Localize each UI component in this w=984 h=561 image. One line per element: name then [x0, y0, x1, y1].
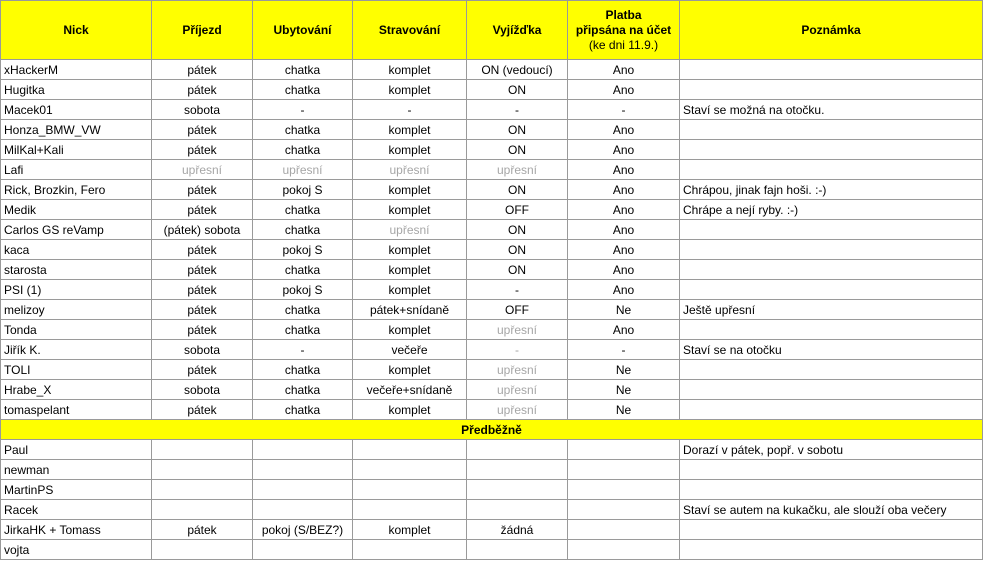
cell-note	[680, 60, 983, 80]
cell-arrival	[152, 460, 253, 480]
cell-payment	[568, 460, 680, 480]
cell-payment: Ano	[568, 140, 680, 160]
table-row	[1, 80, 983, 100]
cell-meals: komplet	[353, 280, 467, 300]
cell-ride: žádná	[467, 520, 568, 540]
cell-payment: Ne	[568, 380, 680, 400]
cell-ride: upřesní	[467, 360, 568, 380]
cell-ride: ON	[467, 80, 568, 100]
header-accommodation: Ubytování	[253, 1, 353, 60]
header-payment-line1: Platba	[605, 7, 642, 22]
table-row	[1, 140, 983, 160]
cell-meals: komplet	[353, 80, 467, 100]
cell-nick: vojta	[1, 540, 152, 560]
cell-accommodation: pokoj S	[253, 180, 353, 200]
cell-arrival: pátek	[152, 300, 253, 320]
cell-meals: večeře+snídaně	[353, 380, 467, 400]
cell-nick: Macek01	[1, 100, 152, 120]
table-row	[1, 260, 983, 280]
cell-accommodation: chatka	[253, 260, 353, 280]
header-row	[1, 1, 983, 60]
cell-ride: upřesní	[467, 160, 568, 180]
cell-ride	[467, 480, 568, 500]
cell-payment: Ano	[568, 260, 680, 280]
cell-ride: -	[467, 100, 568, 120]
cell-nick: JirkaHK + Tomass	[1, 520, 152, 540]
cell-meals: komplet	[353, 200, 467, 220]
cell-note	[680, 400, 983, 420]
cell-arrival: pátek	[152, 60, 253, 80]
header-arrival: Příjezd	[152, 1, 253, 60]
cell-payment: Ano	[568, 200, 680, 220]
cell-arrival: sobota	[152, 380, 253, 400]
cell-accommodation: pokoj S	[253, 280, 353, 300]
cell-ride: ON	[467, 240, 568, 260]
cell-accommodation: -	[253, 340, 353, 360]
cell-nick: Hrabe_X	[1, 380, 152, 400]
cell-arrival: pátek	[152, 520, 253, 540]
cell-note	[680, 120, 983, 140]
cell-arrival	[152, 540, 253, 560]
cell-note	[680, 80, 983, 100]
cell-note: Ještě upřesní	[680, 300, 983, 320]
cell-meals: pátek+snídaně	[353, 300, 467, 320]
cell-payment: Ano	[568, 320, 680, 340]
cell-nick: Tonda	[1, 320, 152, 340]
cell-accommodation: chatka	[253, 380, 353, 400]
cell-payment: -	[568, 340, 680, 360]
cell-meals	[353, 440, 467, 460]
cell-note	[680, 220, 983, 240]
cell-nick: starosta	[1, 260, 152, 280]
cell-meals: komplet	[353, 400, 467, 420]
cell-meals: komplet	[353, 140, 467, 160]
cell-nick: Medik	[1, 200, 152, 220]
table-row	[1, 160, 983, 180]
cell-meals: komplet	[353, 320, 467, 340]
header-payment-line2: připsána na účet	[575, 22, 672, 37]
cell-note	[680, 280, 983, 300]
cell-meals	[353, 500, 467, 520]
cell-meals	[353, 460, 467, 480]
table-row	[1, 540, 983, 560]
cell-meals: upřesní	[353, 160, 467, 180]
cell-accommodation: chatka	[253, 400, 353, 420]
cell-nick: Rick, Brozkin, Fero	[1, 180, 152, 200]
cell-nick: MilKal+Kali	[1, 140, 152, 160]
cell-nick: Paul	[1, 440, 152, 460]
cell-meals	[353, 480, 467, 500]
cell-ride: -	[467, 340, 568, 360]
cell-accommodation: chatka	[253, 80, 353, 100]
cell-nick: kaca	[1, 240, 152, 260]
cell-meals: -	[353, 100, 467, 120]
cell-arrival	[152, 500, 253, 520]
table-row	[1, 480, 983, 500]
cell-note: Chrápe a nejí ryby. :-)	[680, 200, 983, 220]
header-payment-line3: (ke dni 11.9.)	[588, 37, 659, 52]
cell-ride: ON	[467, 120, 568, 140]
cell-payment	[568, 540, 680, 560]
table-row	[1, 320, 983, 340]
cell-payment: Ano	[568, 240, 680, 260]
header-nick: Nick	[1, 1, 152, 60]
cell-arrival: pátek	[152, 280, 253, 300]
cell-accommodation	[253, 440, 353, 460]
cell-note	[680, 140, 983, 160]
cell-arrival: pátek	[152, 260, 253, 280]
cell-meals	[353, 540, 467, 560]
cell-meals: komplet	[353, 120, 467, 140]
table-row	[1, 300, 983, 320]
cell-payment: Ne	[568, 400, 680, 420]
table-row	[1, 100, 983, 120]
cell-arrival: (pátek) sobota	[152, 220, 253, 240]
cell-meals: večeře	[353, 340, 467, 360]
table-row	[1, 380, 983, 400]
table-row	[1, 340, 983, 360]
table-row	[1, 500, 983, 520]
header-meals: Stravování	[353, 1, 467, 60]
cell-payment: Ano	[568, 280, 680, 300]
cell-accommodation: chatka	[253, 320, 353, 340]
cell-nick: Hugitka	[1, 80, 152, 100]
cell-meals: komplet	[353, 520, 467, 540]
section-title: Předběžně	[1, 420, 983, 440]
cell-ride	[467, 460, 568, 480]
cell-note	[680, 540, 983, 560]
cell-arrival: pátek	[152, 240, 253, 260]
cell-arrival: sobota	[152, 100, 253, 120]
cell-arrival: pátek	[152, 140, 253, 160]
table-row	[1, 400, 983, 420]
cell-nick: MartinPS	[1, 480, 152, 500]
cell-meals: komplet	[353, 360, 467, 380]
cell-accommodation: chatka	[253, 120, 353, 140]
cell-nick: melizoy	[1, 300, 152, 320]
cell-accommodation: pokoj S	[253, 240, 353, 260]
cell-accommodation	[253, 460, 353, 480]
cell-nick: tomaspelant	[1, 400, 152, 420]
table-row	[1, 520, 983, 540]
cell-arrival	[152, 440, 253, 460]
cell-nick: TOLI	[1, 360, 152, 380]
table-row	[1, 180, 983, 200]
cell-ride: -	[467, 280, 568, 300]
cell-arrival: pátek	[152, 200, 253, 220]
cell-arrival	[152, 480, 253, 500]
cell-meals: komplet	[353, 260, 467, 280]
cell-arrival: pátek	[152, 400, 253, 420]
cell-ride: ON	[467, 220, 568, 240]
cell-accommodation: chatka	[253, 300, 353, 320]
cell-ride: OFF	[467, 300, 568, 320]
cell-note: Staví se autem na kukačku, ale slouží oba večery	[680, 500, 983, 520]
cell-accommodation: -	[253, 100, 353, 120]
table-row	[1, 60, 983, 80]
cell-payment: Ano	[568, 160, 680, 180]
cell-note: Dorazí v pátek, popř. v sobotu	[680, 440, 983, 460]
cell-payment	[568, 520, 680, 540]
cell-meals: upřesní	[353, 220, 467, 240]
cell-ride	[467, 500, 568, 520]
section-row-preliminary	[1, 420, 983, 440]
cell-accommodation	[253, 540, 353, 560]
cell-accommodation: chatka	[253, 60, 353, 80]
cell-note	[680, 460, 983, 480]
cell-nick: PSI (1)	[1, 280, 152, 300]
table-row	[1, 200, 983, 220]
cell-ride: ON	[467, 140, 568, 160]
cell-payment: Ano	[568, 180, 680, 200]
cell-ride	[467, 540, 568, 560]
cell-note	[680, 520, 983, 540]
cell-payment: Ano	[568, 120, 680, 140]
cell-payment: Ne	[568, 300, 680, 320]
cell-note	[680, 360, 983, 380]
cell-accommodation: chatka	[253, 220, 353, 240]
cell-meals: komplet	[353, 60, 467, 80]
cell-payment	[568, 440, 680, 460]
cell-arrival: pátek	[152, 360, 253, 380]
cell-payment: -	[568, 100, 680, 120]
cell-nick: Racek	[1, 500, 152, 520]
preliminary-rows	[1, 440, 983, 560]
cell-nick: xHackerM	[1, 60, 152, 80]
cell-payment	[568, 500, 680, 520]
cell-ride: ON	[467, 180, 568, 200]
cell-accommodation: pokoj (S/BEZ?)	[253, 520, 353, 540]
table-row	[1, 220, 983, 240]
cell-note: Chrápou, jinak fajn hoši. :-)	[680, 180, 983, 200]
header-note: Poznámka	[680, 1, 983, 60]
cell-payment: Ano	[568, 60, 680, 80]
table-row	[1, 460, 983, 480]
main-rows	[1, 60, 983, 420]
cell-note: Staví se na otočku	[680, 340, 983, 360]
cell-meals: komplet	[353, 240, 467, 260]
table-row	[1, 440, 983, 460]
cell-accommodation: upřesní	[253, 160, 353, 180]
cell-note: Staví se možná na otočku.	[680, 100, 983, 120]
cell-arrival: pátek	[152, 80, 253, 100]
table-row	[1, 280, 983, 300]
cell-accommodation	[253, 480, 353, 500]
cell-ride	[467, 440, 568, 460]
cell-note	[680, 380, 983, 400]
cell-note	[680, 260, 983, 280]
cell-accommodation: chatka	[253, 360, 353, 380]
cell-nick: Lafi	[1, 160, 152, 180]
cell-meals: komplet	[353, 180, 467, 200]
table-row	[1, 240, 983, 260]
table-row	[1, 360, 983, 380]
cell-nick: Jiřík K.	[1, 340, 152, 360]
cell-arrival: sobota	[152, 340, 253, 360]
cell-arrival: upřesní	[152, 160, 253, 180]
cell-ride: upřesní	[467, 380, 568, 400]
cell-arrival: pátek	[152, 320, 253, 340]
cell-ride: ON (vedoucí)	[467, 60, 568, 80]
cell-ride: ON	[467, 260, 568, 280]
header-ride: Vyjížďka	[467, 1, 568, 60]
table-row	[1, 120, 983, 140]
cell-arrival: pátek	[152, 120, 253, 140]
cell-payment: Ne	[568, 360, 680, 380]
cell-accommodation: chatka	[253, 140, 353, 160]
cell-payment	[568, 480, 680, 500]
cell-ride: OFF	[467, 200, 568, 220]
cell-accommodation: chatka	[253, 200, 353, 220]
cell-payment: Ano	[568, 220, 680, 240]
cell-note	[680, 240, 983, 260]
cell-nick: Carlos GS reVamp	[1, 220, 152, 240]
cell-accommodation	[253, 500, 353, 520]
cell-nick: newman	[1, 460, 152, 480]
cell-note	[680, 320, 983, 340]
cell-ride: upřesní	[467, 320, 568, 340]
cell-arrival: pátek	[152, 180, 253, 200]
cell-nick: Honza_BMW_VW	[1, 120, 152, 140]
cell-ride: upřesní	[467, 400, 568, 420]
cell-note	[680, 480, 983, 500]
cell-payment: Ano	[568, 80, 680, 100]
header-payment	[568, 1, 680, 60]
cell-note	[680, 160, 983, 180]
